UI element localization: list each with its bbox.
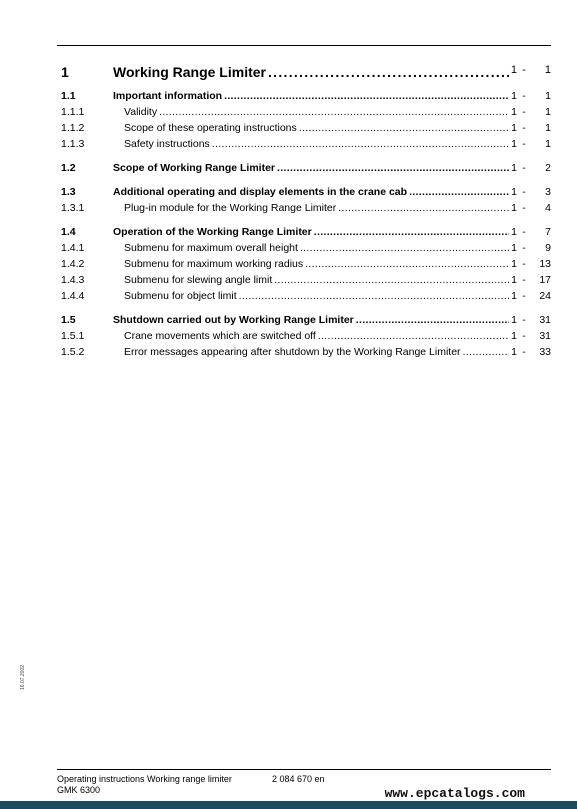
toc-page-separator: - — [522, 162, 526, 174]
toc-chapter-number: 1 — [511, 138, 517, 150]
toc-entry-number: 1.4.4 — [61, 290, 85, 302]
toc-entry-title: Submenu for object limit — [124, 290, 237, 302]
toc-entry-number: 1.1.3 — [61, 138, 85, 150]
toc-entry-title: Error messages appearing after shutdown by the Working Range Limiter — [124, 346, 461, 358]
toc-entry[interactable] — [57, 186, 551, 202]
toc-entry-title: Additional operating and display elements in the crane cab — [113, 186, 408, 198]
toc-entry-number: 1.5.2 — [61, 346, 85, 358]
toc-page-separator: - — [522, 290, 526, 302]
toc-entry[interactable] — [57, 330, 551, 346]
toc-page-separator: - — [522, 90, 526, 102]
toc-gap — [57, 306, 551, 314]
toc-entry[interactable] — [57, 202, 551, 218]
toc-page-number: 1 — [545, 90, 551, 102]
toc-entry-title: Important information — [113, 90, 223, 102]
toc-chapter-number: 1 — [511, 226, 517, 238]
toc-page-number: 7 — [545, 226, 551, 238]
toc-entry-number: 1.4.1 — [61, 242, 85, 254]
bottom-rule — [57, 769, 551, 770]
toc-entry-text — [113, 314, 509, 326]
footer-model: GMK 6300 — [57, 785, 101, 795]
toc-page-number: 3 — [545, 186, 551, 198]
toc-entry-text — [124, 258, 509, 270]
toc-page-separator: - — [522, 186, 526, 198]
toc-leader-dots — [338, 202, 509, 214]
toc-page-number: 1 — [545, 122, 551, 134]
toc-page-separator: - — [522, 226, 526, 238]
toc-page-separator: - — [522, 314, 526, 326]
toc-chapter-number: 1 — [511, 106, 517, 118]
toc-entry-page — [499, 314, 551, 326]
toc-entry-title: Plug-in module for the Working Range Limiter — [124, 202, 337, 214]
footer-left — [57, 774, 232, 796]
toc-leader-dots — [274, 274, 509, 286]
toc-chapter-number: 1 — [510, 64, 517, 76]
toc-entry-text — [113, 226, 509, 238]
toc-entry-page — [499, 106, 551, 118]
toc-entry-page — [499, 226, 551, 238]
toc-entry-title: Working Range Limiter — [113, 64, 266, 80]
toc-entry-text — [124, 330, 509, 342]
toc-gap — [57, 154, 551, 162]
toc-entry-page — [499, 186, 551, 198]
toc-page-separator: - — [522, 138, 526, 150]
toc-chapter-number: 1 — [511, 290, 517, 302]
toc-page-number: 24 — [539, 290, 551, 302]
toc-page-separator: - — [522, 122, 526, 134]
toc-entry-title: Crane movements which are switched off — [124, 330, 316, 342]
toc-page-separator: - — [522, 64, 526, 76]
toc-chapter-number: 1 — [511, 162, 517, 174]
toc-page-separator: - — [522, 242, 526, 254]
toc-chapter-number: 1 — [511, 314, 517, 326]
toc-entry-title: Safety instructions — [124, 138, 210, 150]
toc-page-number: 1 — [545, 106, 551, 118]
toc-page-separator: - — [522, 202, 526, 214]
toc-chapter-number: 1 — [511, 242, 517, 254]
toc-entry[interactable] — [57, 64, 551, 90]
toc-entry-page — [499, 64, 551, 76]
toc-leader-dots — [318, 330, 509, 342]
toc-leader-dots — [356, 314, 509, 326]
toc-entry-number: 1.5.1 — [61, 330, 85, 342]
toc-chapter-number: 1 — [511, 90, 517, 102]
toc-entry-text — [124, 106, 509, 118]
toc-entry-page — [499, 290, 551, 302]
toc-entry-text — [124, 274, 509, 286]
toc-chapter-number: 1 — [511, 122, 517, 134]
watermark: www.epcatalogs.com — [384, 786, 525, 801]
toc-leader-dots — [277, 162, 509, 174]
toc-page-number: 2 — [545, 162, 551, 174]
toc-page-separator: - — [522, 330, 526, 342]
toc-entry-page — [499, 90, 551, 102]
toc-entry-text — [113, 186, 509, 198]
toc-entry-number: 1.1.1 — [61, 106, 85, 118]
toc-chapter-number: 1 — [511, 274, 517, 286]
toc-entry[interactable] — [57, 314, 551, 330]
toc-chapter-number: 1 — [511, 330, 517, 342]
toc-leader-dots — [409, 186, 509, 198]
toc-page-number: 9 — [545, 242, 551, 254]
toc-entry[interactable] — [57, 290, 551, 306]
toc-entry-page — [499, 162, 551, 174]
toc-page-separator: - — [522, 106, 526, 118]
toc-entry-number: 1.2 — [61, 162, 76, 174]
toc-entry-number: 1.3 — [61, 186, 76, 198]
top-rule — [57, 45, 551, 46]
toc-leader-dots — [305, 258, 509, 270]
toc-entry-number: 1.4 — [61, 226, 76, 238]
toc-entry-text — [124, 122, 509, 134]
toc-entry-number: 1 — [61, 64, 69, 80]
footer-title: Operating instructions Working range limiter — [57, 774, 232, 784]
toc-entry-title: Scope of these operating instructions — [124, 122, 297, 134]
bottom-bar — [0, 801, 577, 809]
toc-entry[interactable] — [57, 106, 551, 122]
toc-entry[interactable] — [57, 138, 551, 154]
toc-entry-text — [124, 202, 509, 214]
toc-entry[interactable] — [57, 226, 551, 242]
toc-entry[interactable] — [57, 258, 551, 274]
toc-entry-page — [499, 274, 551, 286]
toc-entry[interactable] — [57, 274, 551, 290]
side-date: 16.07.2002 — [20, 664, 26, 690]
toc-leader-dots — [300, 242, 509, 254]
toc-entry-text — [113, 162, 509, 174]
toc-entry[interactable] — [57, 162, 551, 178]
toc-page-number: 31 — [539, 330, 551, 342]
toc-entry[interactable] — [57, 122, 551, 138]
toc-page-number: 13 — [539, 258, 551, 270]
toc-entry-text — [124, 346, 509, 358]
toc-entry-page — [499, 346, 551, 358]
toc-page-number: 17 — [539, 274, 551, 286]
footer-doc-number: 2 084 670 en — [272, 774, 325, 784]
toc-page-separator: - — [522, 274, 526, 286]
toc-entry-page — [499, 138, 551, 150]
toc-entry-page — [499, 122, 551, 134]
toc-entry-title: Validity — [124, 106, 158, 118]
toc-entry-title: Submenu for maximum working radius — [124, 258, 304, 270]
toc-entry-page — [499, 258, 551, 270]
toc-page-number: 4 — [545, 202, 551, 214]
toc-entry-number: 1.1.2 — [61, 122, 85, 134]
toc-leader-dots — [268, 64, 509, 80]
toc-page-number: 31 — [539, 314, 551, 326]
toc-entry-number: 1.4.3 — [61, 274, 85, 286]
toc-leader-dots — [239, 290, 509, 302]
toc-entry-title: Submenu for maximum overall height — [124, 242, 298, 254]
toc-entry-text — [124, 242, 509, 254]
toc-page-separator: - — [522, 346, 526, 358]
toc-page-number: 1 — [545, 138, 551, 150]
toc-leader-dots — [159, 106, 509, 118]
toc-page-number: 1 — [544, 64, 551, 76]
toc-entry-title: Submenu for slewing angle limit — [124, 274, 273, 286]
toc-entry-number: 1.1 — [61, 90, 76, 102]
toc-page-separator: - — [522, 258, 526, 270]
toc-gap — [57, 178, 551, 186]
table-of-contents — [57, 60, 551, 362]
toc-entry[interactable] — [57, 90, 551, 106]
toc-entry-title: Scope of Working Range Limiter — [113, 162, 275, 174]
toc-chapter-number: 1 — [511, 258, 517, 270]
toc-entry-number: 1.4.2 — [61, 258, 85, 270]
toc-entry-number: 1.5 — [61, 314, 76, 326]
toc-entry-text — [113, 64, 509, 80]
toc-entry-page — [499, 242, 551, 254]
toc-chapter-number: 1 — [511, 202, 517, 214]
toc-leader-dots — [314, 226, 509, 238]
toc-leader-dots — [212, 138, 509, 150]
toc-chapter-number: 1 — [511, 186, 517, 198]
toc-leader-dots — [224, 90, 509, 102]
toc-entry[interactable] — [57, 346, 551, 362]
toc-entry-page — [499, 202, 551, 214]
toc-entry-title: Shutdown carried out by Working Range Limiter — [113, 314, 354, 326]
toc-entry-text — [124, 138, 509, 150]
toc-entry-page — [499, 330, 551, 342]
toc-entry-title: Operation of the Working Range Limiter — [113, 226, 312, 238]
toc-page-number: 33 — [539, 346, 551, 358]
toc-gap — [57, 218, 551, 226]
toc-chapter-number: 1 — [511, 346, 517, 358]
toc-entry[interactable] — [57, 242, 551, 258]
toc-entry-text — [124, 290, 509, 302]
toc-entry-text — [113, 90, 509, 102]
toc-entry-number: 1.3.1 — [61, 202, 85, 214]
toc-leader-dots — [299, 122, 509, 134]
